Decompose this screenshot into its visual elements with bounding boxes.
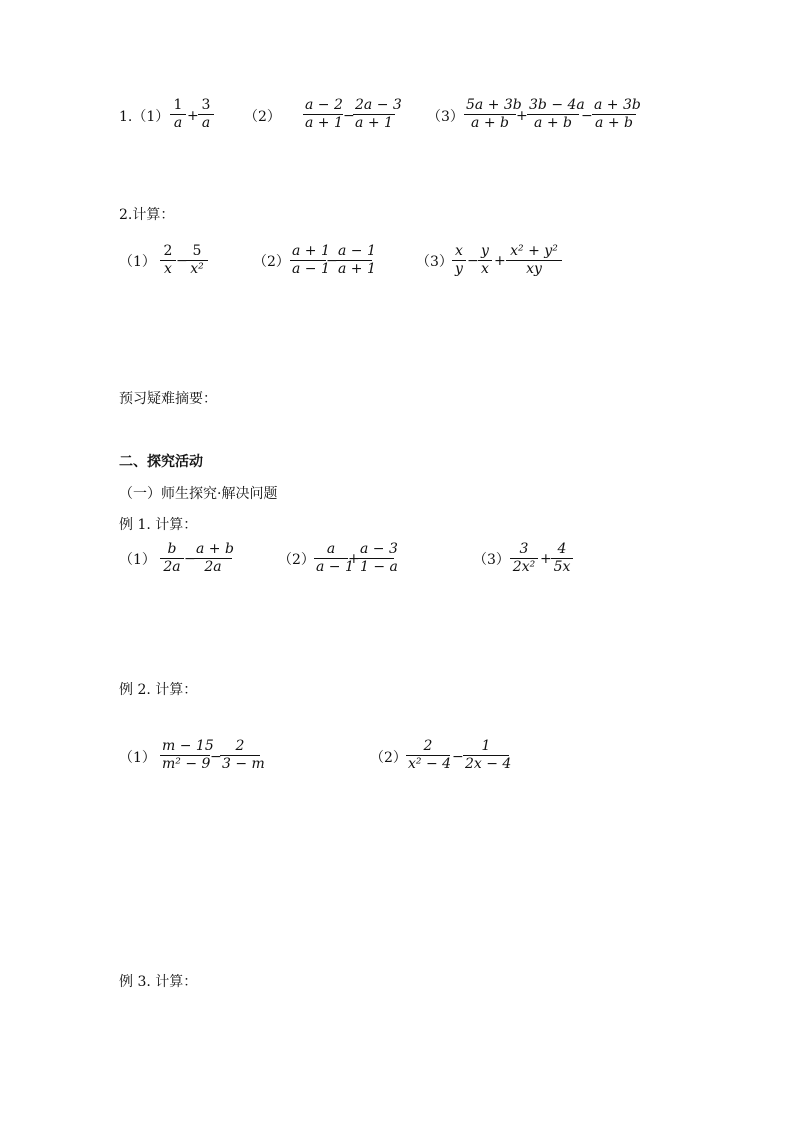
example-1-title: 例 1. 计算：: [119, 517, 198, 533]
numerator: a + b: [196, 541, 234, 557]
problem-label: （2）: [244, 109, 281, 125]
operator: −: [452, 749, 464, 765]
numerator: 5: [192, 243, 202, 259]
fraction: [220, 738, 265, 773]
operator: −: [176, 253, 188, 269]
denominator: a + b: [534, 115, 572, 131]
fraction: [160, 243, 176, 278]
operator: +: [516, 108, 528, 124]
operator: −: [467, 253, 479, 269]
fraction: [194, 541, 232, 576]
denominator: a + b: [595, 115, 633, 131]
numerator: x: [455, 243, 463, 259]
denominator: m² − 9: [162, 756, 211, 772]
numerator: 4: [557, 541, 567, 557]
fraction: [358, 541, 398, 576]
fraction: [527, 97, 585, 132]
denominator: 2x − 4: [465, 756, 512, 772]
denominator: x²: [190, 261, 204, 277]
numerator: b: [167, 541, 177, 557]
denominator: 5x: [553, 559, 571, 575]
fraction: [160, 541, 184, 576]
problem-label: （1）: [119, 750, 156, 766]
problem-label: （2）: [278, 552, 315, 568]
numerator: a − 1: [338, 243, 376, 259]
numerator: y: [481, 243, 489, 259]
problem-label: （2）: [370, 750, 407, 766]
operator: −: [210, 749, 222, 765]
numerator: a: [326, 541, 336, 557]
denominator: 2a: [163, 559, 181, 575]
preview-summary: 预习疑难摘要：: [119, 391, 217, 407]
operator: +: [494, 253, 506, 269]
denominator: a: [201, 115, 211, 131]
problem-label: （3）: [427, 109, 464, 125]
operator: +: [348, 551, 360, 567]
numerator: 5a + 3b: [466, 97, 522, 113]
denominator: x² − 4: [408, 756, 452, 772]
problem-label: （1）: [119, 254, 156, 270]
denominator: a + 1: [355, 115, 393, 131]
fraction: [463, 738, 512, 773]
fraction: [186, 243, 208, 278]
numerator: a − 3: [360, 541, 398, 557]
problem-label: （3）: [416, 254, 453, 270]
denominator: 1 − a: [360, 559, 398, 575]
operator: −: [326, 253, 338, 269]
fraction: [464, 97, 522, 132]
operator: −: [581, 108, 593, 124]
numerator: 3: [519, 541, 529, 557]
numerator: 2: [423, 738, 433, 754]
numerator: x² + y²: [510, 243, 558, 259]
fraction: [170, 97, 186, 132]
fraction: [478, 243, 492, 278]
fraction: [198, 97, 214, 132]
numerator: 1: [173, 97, 183, 113]
section-2-title: 2.计算：: [119, 207, 175, 223]
section-heading: 二、探究活动: [119, 454, 203, 470]
operator: +: [187, 108, 199, 124]
numerator: a − 2: [305, 97, 343, 113]
subsection-title: （一）师生探究·解决问题: [119, 486, 278, 502]
numerator: 3b − 4a: [529, 97, 585, 113]
denominator: 3 − m: [222, 756, 265, 772]
fraction: [452, 243, 466, 278]
denominator: a + 1: [338, 261, 376, 277]
numerator: 2: [235, 738, 245, 754]
problem-label: （1）: [119, 552, 156, 568]
fraction: [510, 541, 538, 576]
fraction: [551, 541, 573, 576]
fraction: [406, 738, 450, 773]
denominator: 2a: [204, 559, 222, 575]
denominator: a: [173, 115, 183, 131]
denominator: x: [481, 261, 489, 277]
denominator: a + b: [471, 115, 509, 131]
denominator: a + 1: [305, 115, 343, 131]
fraction: [290, 243, 330, 278]
denominator: a − 1: [292, 261, 330, 277]
denominator: a − 1: [316, 559, 354, 575]
fraction: [506, 243, 562, 278]
operator: −: [184, 551, 196, 567]
operator: −: [343, 108, 355, 124]
example-3-title: 例 3. 计算：: [119, 974, 198, 990]
operator: +: [540, 551, 552, 567]
numerator: 2: [163, 243, 173, 259]
numerator: a + 3b: [594, 97, 641, 113]
numerator: 3: [201, 97, 211, 113]
denominator: y: [455, 261, 463, 277]
fraction: [160, 738, 214, 773]
problem-1-label: 1.（1）: [119, 109, 170, 125]
fraction: [336, 243, 376, 278]
numerator: m − 15: [162, 738, 214, 754]
fraction: [353, 97, 402, 132]
example-2-title: 例 2. 计算：: [119, 682, 198, 698]
denominator: xy: [526, 261, 542, 277]
problem-label: （2）: [253, 254, 290, 270]
fraction: [303, 97, 343, 132]
problem-label: （3）: [473, 552, 510, 568]
denominator: x: [164, 261, 172, 277]
fraction: [314, 541, 354, 576]
fraction: [592, 97, 641, 132]
denominator: 2x²: [512, 559, 536, 575]
numerator: 2a − 3: [355, 97, 402, 113]
numerator: a + 1: [292, 243, 330, 259]
numerator: 1: [481, 738, 491, 754]
